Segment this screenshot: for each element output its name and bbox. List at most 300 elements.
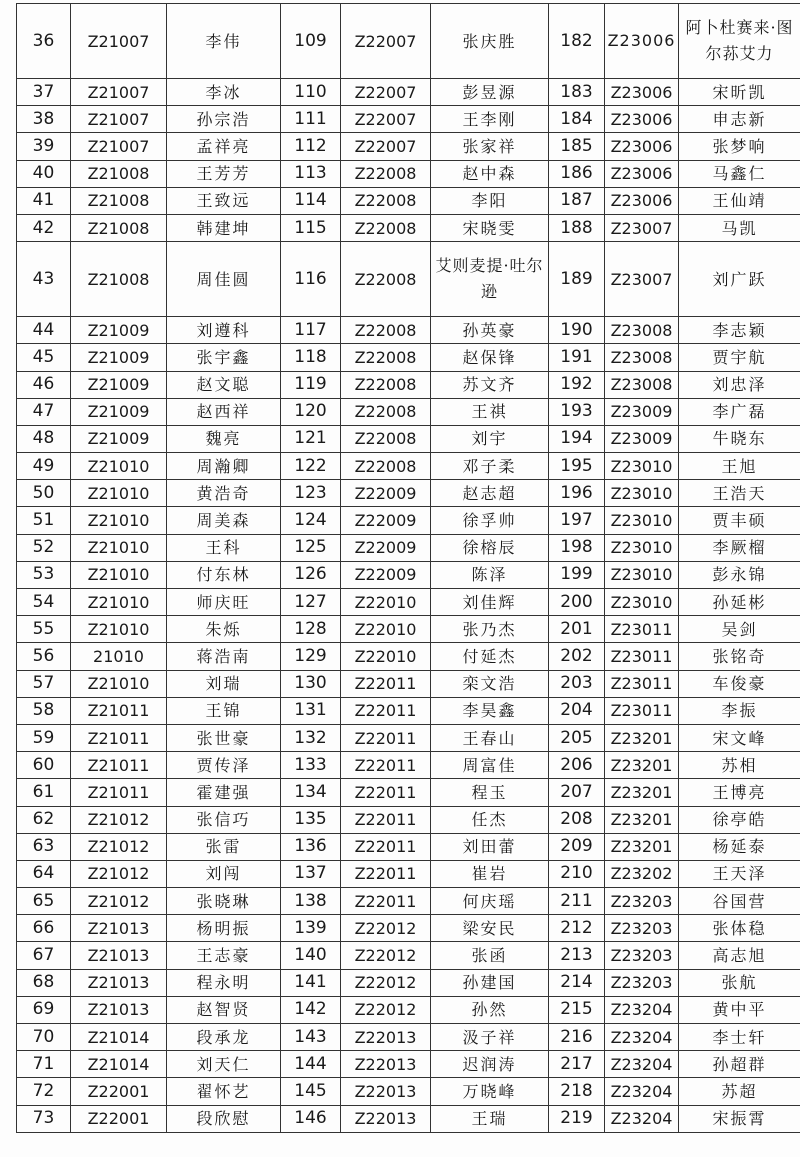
class-cell: Z23010	[605, 507, 679, 534]
class-cell: Z22011	[341, 888, 431, 915]
name-cell: 周美森	[167, 507, 281, 534]
class-cell: Z21010	[71, 561, 167, 588]
name-cell: 段欣慰	[167, 1105, 281, 1132]
seq-cell: 115	[281, 214, 341, 241]
class-cell: Z23204	[605, 996, 679, 1023]
seq-cell: 57	[17, 670, 71, 697]
seq-cell: 213	[549, 942, 605, 969]
seq-cell: 39	[17, 133, 71, 160]
seq-cell: 142	[281, 996, 341, 1023]
name-cell: 张世豪	[167, 724, 281, 751]
class-cell: Z22012	[341, 915, 431, 942]
class-cell: Z22007	[341, 106, 431, 133]
name-cell: 万晓峰	[431, 1078, 549, 1105]
seq-cell: 43	[17, 242, 71, 317]
name-cell: 刘田蕾	[431, 833, 549, 860]
name-cell: 赵志超	[431, 480, 549, 507]
table-row	[17, 106, 800, 133]
seq-cell: 145	[281, 1078, 341, 1105]
seq-cell: 193	[549, 398, 605, 425]
table-row	[17, 1024, 800, 1051]
seq-cell: 121	[281, 425, 341, 452]
name-cell: 张庆胜	[431, 4, 549, 79]
class-cell: Z21014	[71, 1051, 167, 1078]
class-cell: Z22011	[341, 724, 431, 751]
seq-cell: 116	[281, 242, 341, 317]
class-cell: Z22007	[341, 79, 431, 106]
class-cell: Z22011	[341, 779, 431, 806]
table-row	[17, 915, 800, 942]
seq-cell: 201	[549, 616, 605, 643]
class-cell: Z22009	[341, 480, 431, 507]
name-cell: 赵文聪	[167, 371, 281, 398]
name-cell: 杨延泰	[679, 833, 800, 860]
class-cell: Z23006	[605, 4, 679, 79]
class-cell: Z23201	[605, 779, 679, 806]
table-row	[17, 214, 800, 241]
seq-cell: 204	[549, 697, 605, 724]
name-cell: 邓子柔	[431, 453, 549, 480]
seq-cell: 182	[549, 4, 605, 79]
name-cell: 刘遵科	[167, 317, 281, 344]
class-cell: Z23201	[605, 806, 679, 833]
seq-cell: 41	[17, 187, 71, 214]
name-cell: 朱烁	[167, 616, 281, 643]
seq-cell: 137	[281, 860, 341, 887]
name-cell: 牛晓东	[679, 425, 800, 452]
name-cell: 徐孚帅	[431, 507, 549, 534]
class-cell: Z21011	[71, 697, 167, 724]
class-cell: Z22009	[341, 561, 431, 588]
name-cell: 宋文峰	[679, 724, 800, 751]
class-cell: Z23011	[605, 670, 679, 697]
table-row	[17, 670, 800, 697]
seq-cell: 62	[17, 806, 71, 833]
class-cell: Z21010	[71, 507, 167, 534]
seq-cell: 58	[17, 697, 71, 724]
class-cell: Z22001	[71, 1078, 167, 1105]
name-cell: 贾传泽	[167, 752, 281, 779]
class-cell: Z23008	[605, 317, 679, 344]
seq-cell: 191	[549, 344, 605, 371]
name-cell: 王博亮	[679, 779, 800, 806]
class-cell: Z22008	[341, 371, 431, 398]
table-row	[17, 833, 800, 860]
seq-cell: 125	[281, 534, 341, 561]
class-cell: Z22008	[341, 453, 431, 480]
seq-cell: 138	[281, 888, 341, 915]
name-cell: 张家祥	[431, 133, 549, 160]
seq-cell: 186	[549, 160, 605, 187]
seq-cell: 195	[549, 453, 605, 480]
class-cell: Z21013	[71, 996, 167, 1023]
seq-cell: 198	[549, 534, 605, 561]
name-cell: 张铭奇	[679, 643, 800, 670]
seq-cell: 200	[549, 589, 605, 616]
name-cell: 张体稳	[679, 915, 800, 942]
name-cell: 霍建强	[167, 779, 281, 806]
name-cell: 王春山	[431, 724, 549, 751]
class-cell: Z23203	[605, 969, 679, 996]
table-row	[17, 561, 800, 588]
class-cell: Z22013	[341, 1105, 431, 1132]
class-cell: Z23007	[605, 214, 679, 241]
seq-cell: 202	[549, 643, 605, 670]
seq-cell: 135	[281, 806, 341, 833]
seq-cell: 197	[549, 507, 605, 534]
seq-cell: 211	[549, 888, 605, 915]
class-cell: Z21012	[71, 888, 167, 915]
seq-cell: 212	[549, 915, 605, 942]
table-row	[17, 969, 800, 996]
seq-cell: 59	[17, 724, 71, 751]
seq-cell: 185	[549, 133, 605, 160]
class-cell: Z21008	[71, 242, 167, 317]
class-cell: Z21010	[71, 670, 167, 697]
class-cell: Z23006	[605, 106, 679, 133]
class-cell: Z23006	[605, 79, 679, 106]
class-cell: Z23008	[605, 344, 679, 371]
class-cell: Z23204	[605, 1024, 679, 1051]
class-cell: Z23203	[605, 942, 679, 969]
name-cell: 杨明振	[167, 915, 281, 942]
name-cell: 王仙靖	[679, 187, 800, 214]
seq-cell: 60	[17, 752, 71, 779]
table-row	[17, 187, 800, 214]
seq-cell: 122	[281, 453, 341, 480]
name-cell: 周瀚卿	[167, 453, 281, 480]
seq-cell: 47	[17, 398, 71, 425]
class-cell: Z21007	[71, 79, 167, 106]
name-cell: 师庆旺	[167, 589, 281, 616]
seq-cell: 131	[281, 697, 341, 724]
class-cell: Z22011	[341, 670, 431, 697]
seq-cell: 112	[281, 133, 341, 160]
name-cell: 贾丰硕	[679, 507, 800, 534]
name-cell: 王科	[167, 534, 281, 561]
name-cell: 赵智贤	[167, 996, 281, 1023]
class-cell: Z22007	[341, 4, 431, 79]
seq-cell: 70	[17, 1024, 71, 1051]
seq-cell: 50	[17, 480, 71, 507]
name-cell: 彭永锦	[679, 561, 800, 588]
seq-cell: 144	[281, 1051, 341, 1078]
seq-cell: 68	[17, 969, 71, 996]
class-cell: Z22009	[341, 507, 431, 534]
table-row	[17, 242, 800, 317]
table-row	[17, 79, 800, 106]
name-cell: 迟润涛	[431, 1051, 549, 1078]
name-cell: 张函	[431, 942, 549, 969]
table-row	[17, 888, 800, 915]
table-row	[17, 480, 800, 507]
name-cell: 张雷	[167, 833, 281, 860]
name-cell: 王天泽	[679, 860, 800, 887]
name-cell: 孙英豪	[431, 317, 549, 344]
name-cell: 崔岩	[431, 860, 549, 887]
class-cell: Z21007	[71, 106, 167, 133]
table-row	[17, 752, 800, 779]
seq-cell: 118	[281, 344, 341, 371]
name-cell: 车俊豪	[679, 670, 800, 697]
name-cell: 栾文浩	[431, 670, 549, 697]
seq-cell: 192	[549, 371, 605, 398]
seq-cell: 133	[281, 752, 341, 779]
table-row	[17, 507, 800, 534]
name-cell: 王志豪	[167, 942, 281, 969]
seq-cell: 117	[281, 317, 341, 344]
class-cell: Z21010	[71, 480, 167, 507]
table-row	[17, 806, 800, 833]
class-cell: Z22011	[341, 860, 431, 887]
seq-cell: 111	[281, 106, 341, 133]
class-cell: Z23009	[605, 425, 679, 452]
name-cell: 申志新	[679, 106, 800, 133]
seq-cell: 146	[281, 1105, 341, 1132]
name-cell: 程玉	[431, 779, 549, 806]
seq-cell: 188	[549, 214, 605, 241]
seq-cell: 114	[281, 187, 341, 214]
name-cell: 张晓琳	[167, 888, 281, 915]
seq-cell: 56	[17, 643, 71, 670]
table-row	[17, 860, 800, 887]
class-cell: Z23010	[605, 534, 679, 561]
name-cell: 孙然	[431, 996, 549, 1023]
name-cell: 刘瑞	[167, 670, 281, 697]
name-cell: 翟怀艺	[167, 1078, 281, 1105]
table-row	[17, 317, 800, 344]
name-cell: 张宇鑫	[167, 344, 281, 371]
name-cell: 刘佳辉	[431, 589, 549, 616]
seq-cell: 132	[281, 724, 341, 751]
name-cell: 徐榕辰	[431, 534, 549, 561]
table-row	[17, 453, 800, 480]
roster-table	[16, 3, 800, 1133]
class-cell: Z22011	[341, 752, 431, 779]
class-cell: Z23011	[605, 643, 679, 670]
name-cell: 李阳	[431, 187, 549, 214]
seq-cell: 208	[549, 806, 605, 833]
seq-cell: 46	[17, 371, 71, 398]
class-cell: Z22001	[71, 1105, 167, 1132]
seq-cell: 209	[549, 833, 605, 860]
class-cell: Z23204	[605, 1105, 679, 1132]
name-cell: 张航	[679, 969, 800, 996]
seq-cell: 205	[549, 724, 605, 751]
name-cell: 彭昱源	[431, 79, 549, 106]
seq-cell: 210	[549, 860, 605, 887]
class-cell: Z23203	[605, 888, 679, 915]
class-cell: Z23010	[605, 453, 679, 480]
class-cell: Z23008	[605, 371, 679, 398]
name-cell: 黄浩奇	[167, 480, 281, 507]
class-cell: Z22008	[341, 214, 431, 241]
class-cell: Z22011	[341, 806, 431, 833]
seq-cell: 206	[549, 752, 605, 779]
class-cell: Z22012	[341, 996, 431, 1023]
name-cell: 孙宗浩	[167, 106, 281, 133]
class-cell: Z22008	[341, 344, 431, 371]
class-cell: Z22008	[341, 160, 431, 187]
name-cell: 马凯	[679, 214, 800, 241]
name-cell: 吴剑	[679, 616, 800, 643]
seq-cell: 45	[17, 344, 71, 371]
table-row	[17, 133, 800, 160]
table-row	[17, 398, 800, 425]
table-row	[17, 724, 800, 751]
seq-cell: 203	[549, 670, 605, 697]
name-cell: 苏相	[679, 752, 800, 779]
class-cell: 21010	[71, 643, 167, 670]
table-row	[17, 697, 800, 724]
table-row	[17, 344, 800, 371]
name-cell: 刘忠泽	[679, 371, 800, 398]
class-cell: Z23011	[605, 697, 679, 724]
class-cell: Z23201	[605, 833, 679, 860]
class-cell: Z22010	[341, 643, 431, 670]
seq-cell: 48	[17, 425, 71, 452]
seq-cell: 140	[281, 942, 341, 969]
class-cell: Z22010	[341, 616, 431, 643]
table-row	[17, 1105, 800, 1132]
name-cell: 李厥榴	[679, 534, 800, 561]
table-row	[17, 779, 800, 806]
name-cell: 蒋浩南	[167, 643, 281, 670]
class-cell: Z23007	[605, 242, 679, 317]
class-cell: Z21010	[71, 616, 167, 643]
seq-cell: 42	[17, 214, 71, 241]
name-cell: 程永明	[167, 969, 281, 996]
name-cell: 付延杰	[431, 643, 549, 670]
class-cell: Z22012	[341, 969, 431, 996]
class-cell: Z21009	[71, 425, 167, 452]
class-cell: Z21009	[71, 317, 167, 344]
class-cell: Z21010	[71, 453, 167, 480]
class-cell: Z21014	[71, 1024, 167, 1051]
seq-cell: 66	[17, 915, 71, 942]
seq-cell: 49	[17, 453, 71, 480]
table-row	[17, 942, 800, 969]
table-row	[17, 160, 800, 187]
class-cell: Z21008	[71, 160, 167, 187]
seq-cell: 218	[549, 1078, 605, 1105]
name-cell: 周佳圆	[167, 242, 281, 317]
name-cell: 任杰	[431, 806, 549, 833]
seq-cell: 219	[549, 1105, 605, 1132]
name-cell: 李广磊	[679, 398, 800, 425]
class-cell: Z21013	[71, 942, 167, 969]
seq-cell: 37	[17, 79, 71, 106]
name-cell: 孙超群	[679, 1051, 800, 1078]
seq-cell: 110	[281, 79, 341, 106]
seq-cell: 196	[549, 480, 605, 507]
name-cell: 李冰	[167, 79, 281, 106]
table-row	[17, 371, 800, 398]
seq-cell: 55	[17, 616, 71, 643]
name-cell: 张信巧	[167, 806, 281, 833]
name-cell: 王致远	[167, 187, 281, 214]
seq-cell: 63	[17, 833, 71, 860]
seq-cell: 52	[17, 534, 71, 561]
seq-cell: 51	[17, 507, 71, 534]
seq-cell: 120	[281, 398, 341, 425]
name-cell: 王芳芳	[167, 160, 281, 187]
name-cell: 刘广跃	[679, 242, 800, 317]
name-cell: 王瑞	[431, 1105, 549, 1132]
class-cell: Z23011	[605, 616, 679, 643]
class-cell: Z21007	[71, 4, 167, 79]
class-cell: Z22008	[341, 425, 431, 452]
class-cell: Z21013	[71, 915, 167, 942]
name-cell: 艾则麦提·吐尔逊	[431, 242, 549, 317]
name-cell: 段承龙	[167, 1024, 281, 1051]
seq-cell: 38	[17, 106, 71, 133]
name-cell: 宋振霄	[679, 1105, 800, 1132]
table-row	[17, 643, 800, 670]
name-cell: 王李刚	[431, 106, 549, 133]
class-cell: Z21009	[71, 398, 167, 425]
name-cell: 宋昕凯	[679, 79, 800, 106]
class-cell: Z21009	[71, 371, 167, 398]
name-cell: 马鑫仁	[679, 160, 800, 187]
seq-cell: 53	[17, 561, 71, 588]
name-cell: 李伟	[167, 4, 281, 79]
seq-cell: 72	[17, 1078, 71, 1105]
class-cell: Z21012	[71, 833, 167, 860]
name-cell: 王旭	[679, 453, 800, 480]
seq-cell: 216	[549, 1024, 605, 1051]
name-cell: 李志颖	[679, 317, 800, 344]
name-cell: 李士轩	[679, 1024, 800, 1051]
class-cell: Z22011	[341, 697, 431, 724]
name-cell: 李昊鑫	[431, 697, 549, 724]
seq-cell: 126	[281, 561, 341, 588]
class-cell: Z23006	[605, 160, 679, 187]
class-cell: Z22013	[341, 1051, 431, 1078]
seq-cell: 123	[281, 480, 341, 507]
class-cell: Z23009	[605, 398, 679, 425]
seq-cell: 217	[549, 1051, 605, 1078]
seq-cell: 187	[549, 187, 605, 214]
seq-cell: 215	[549, 996, 605, 1023]
seq-cell: 64	[17, 860, 71, 887]
class-cell: Z22011	[341, 833, 431, 860]
class-cell: Z21013	[71, 969, 167, 996]
name-cell: 张梦响	[679, 133, 800, 160]
table-row	[17, 996, 800, 1023]
seq-cell: 199	[549, 561, 605, 588]
seq-cell: 190	[549, 317, 605, 344]
class-cell: Z21010	[71, 534, 167, 561]
class-cell: Z21008	[71, 187, 167, 214]
class-cell: Z22008	[341, 317, 431, 344]
class-cell: Z22008	[341, 398, 431, 425]
class-cell: Z23202	[605, 860, 679, 887]
seq-cell: 141	[281, 969, 341, 996]
class-cell: Z23006	[605, 133, 679, 160]
class-cell: Z23010	[605, 561, 679, 588]
table-row	[17, 425, 800, 452]
seq-cell: 54	[17, 589, 71, 616]
name-cell: 谷国营	[679, 888, 800, 915]
class-cell: Z21009	[71, 344, 167, 371]
name-cell: 梁安民	[431, 915, 549, 942]
class-cell: Z21011	[71, 779, 167, 806]
table-row	[17, 1051, 800, 1078]
name-cell: 何庆瑶	[431, 888, 549, 915]
seq-cell: 127	[281, 589, 341, 616]
name-cell: 赵保锋	[431, 344, 549, 371]
